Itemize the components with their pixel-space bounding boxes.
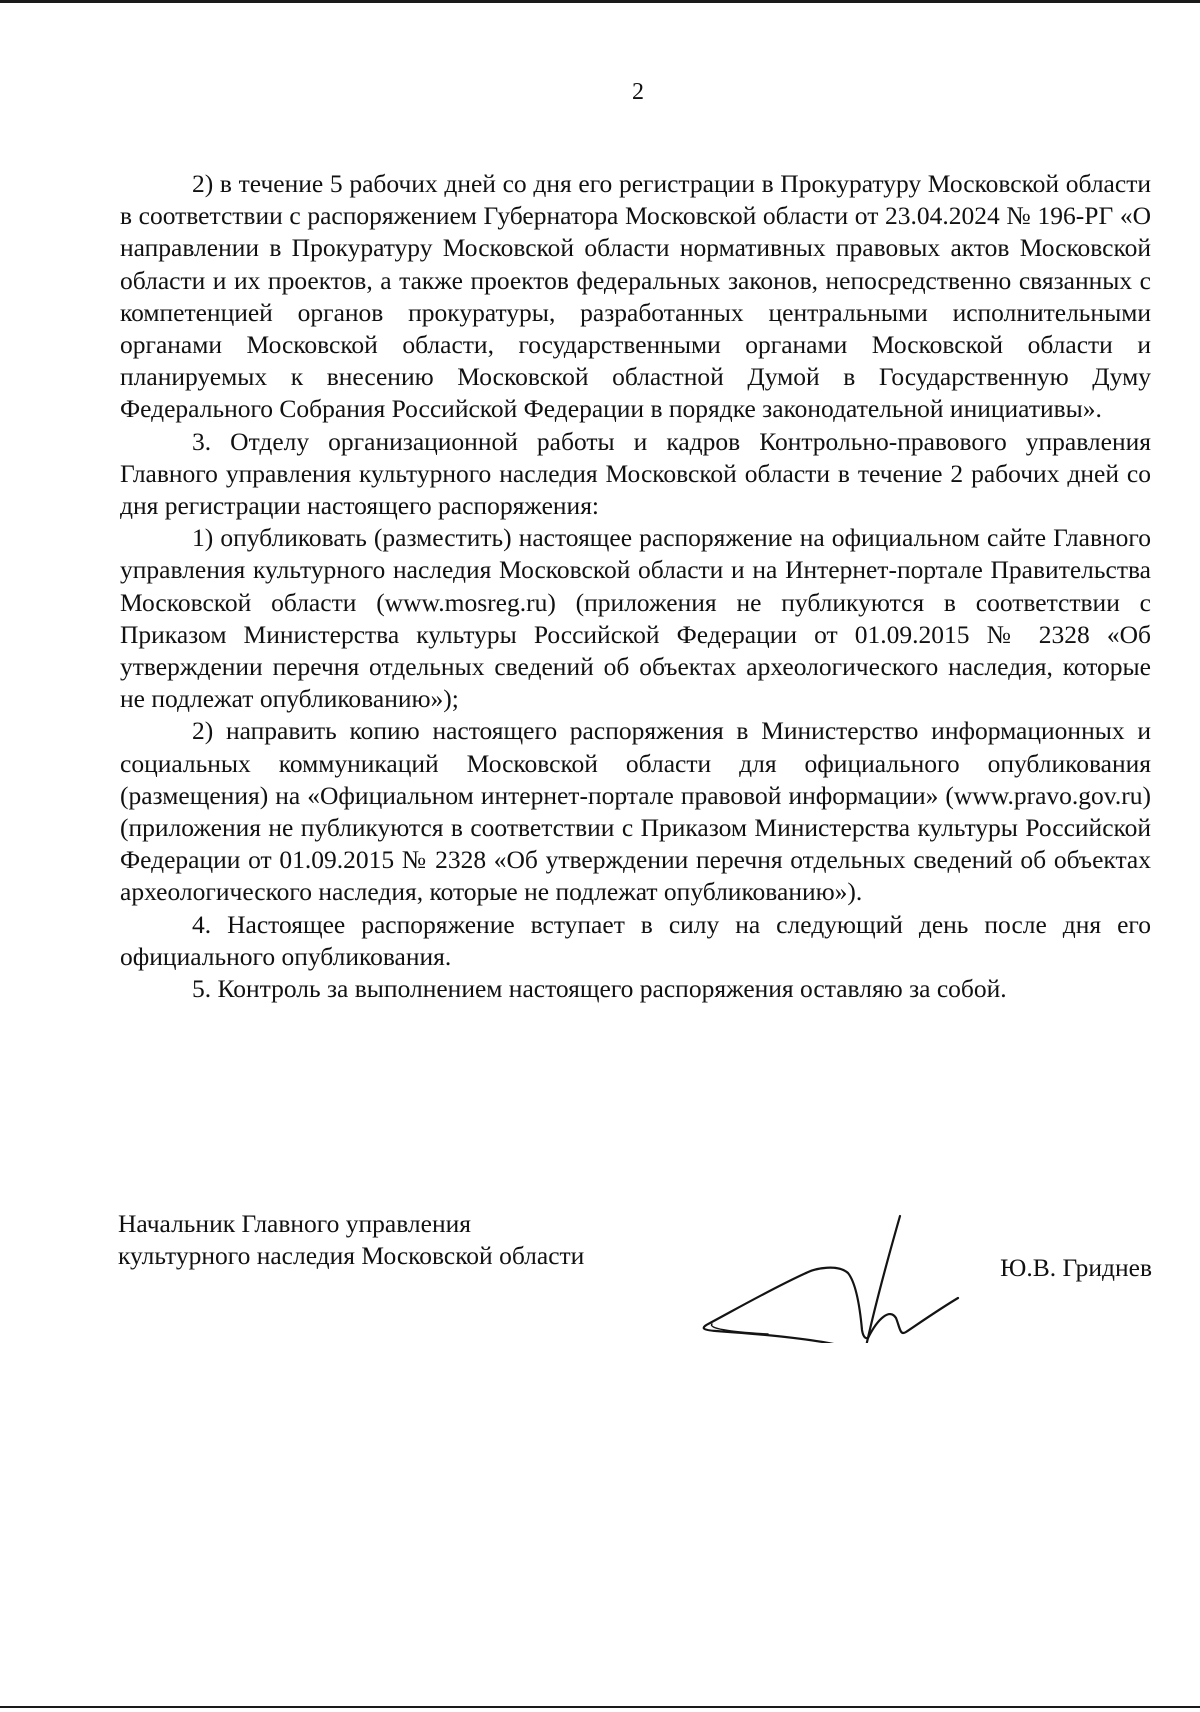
document-body — [120, 168, 1151, 1005]
paragraph-item-2-prosecutor: 2) в течение 5 рабочих дней со дня его регистрации в Прокуратуру Московской области в соответствии с распоряжением Губернатора Московской области от 23.04.2024 № 196-РГ «О направлении в Прокуратуру Московской области нормативных правовых актов Московской области и их проектов, а также проектов федеральных законов, непосредственно связанных с компетенцией органов прокуратуры, разработанных центральными исполнительными органами Московской области, государственными органами Московской области и планируемых к внесению Московской областной Думой в Государственную Думу Федерального Собрания Российской Федерации в порядке законодательной инициативы». — [120, 169, 1151, 424]
scan-top-edge — [0, 0, 1200, 3]
paragraph-item-2-send-copy: 2) направить копию настоящего распоряжения в Министерство информационных и социальных коммуникаций Московской области для официального опубликования (размещения) на «Официальном интернет-портале правовой информации» (www.pravo.gov.ru) (приложения не публикуются в соответствии с Приказом Министерства культуры Российской Федерации от 01.09.2015 № 2328 «Об утверждении перечня отдельных сведений об объектах археологического наследия, которые не подлежат опубликованию»). — [120, 716, 1151, 907]
paragraph-5-control: 5. Контроль за выполнением настоящего распоряжения оставляю за собой. — [192, 974, 1007, 1004]
paragraph-3-department-instructions: 3. Отделу организационной работы и кадров Контрольно-правового управления Главного управления культурного наследия Московской области в течение 2 рабочих дней со дня регистрации настоящего распоряжения: — [120, 426, 1151, 521]
signatory-position-line-1: Начальник Главного управления — [118, 1209, 471, 1238]
signature-block — [118, 1208, 1152, 1368]
paragraph-item-1-publish: 1) опубликовать (разместить) настоящее распоряжение на официальном сайте Главного управления культурного наследия Московской области и на Интернет-портале Правительства Московской области (www.mosreg.ru) (приложения не публикуются в соответствии с Приказом Министерства культуры Российской Федерации от 01.09.2015 № 2328 «Об утверждении перечня отдельных сведений об объектах археологического наследия, которые не подлежат опубликованию»); — [120, 523, 1151, 714]
signatory-position-line-2: культурного наследия Московской области — [118, 1241, 585, 1270]
paragraph-4-entry-into-force: 4. Настоящее распоряжение вступает в силу на следующий день после дня его официального опубликования. — [120, 909, 1151, 971]
signatory-position — [118, 1208, 584, 1272]
page-number: 2 — [632, 79, 644, 105]
signatory-name: Ю.В. Гриднев — [1000, 1253, 1152, 1282]
scan-bottom-edge — [0, 1706, 1200, 1708]
handwritten-signature — [638, 1168, 1008, 1343]
